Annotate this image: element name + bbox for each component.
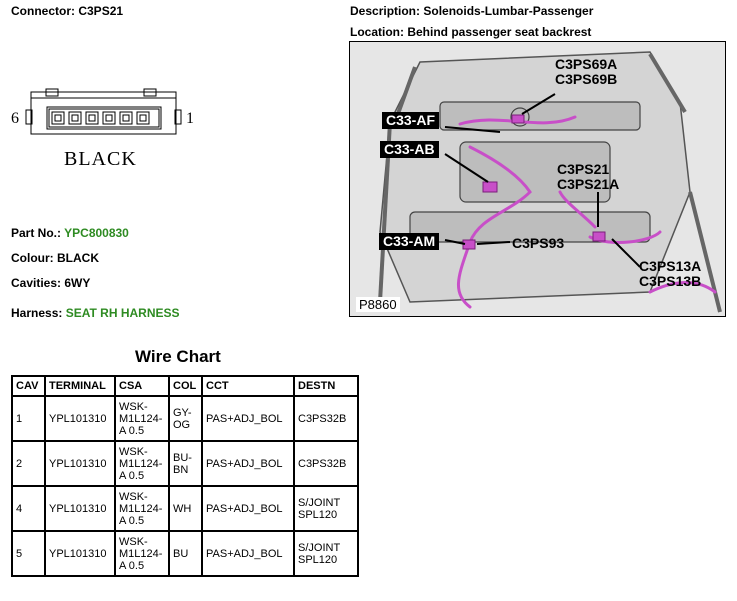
connector-color-caption: BLACK: [64, 148, 137, 170]
table-row: [12, 396, 358, 441]
wire-chart-table: [11, 375, 359, 577]
cell-terminal: YPL101310: [45, 441, 115, 486]
cell-destn: C3PS32B: [294, 441, 358, 486]
connector-id: C3PS21: [78, 4, 124, 18]
cell-terminal: YPL101310: [45, 486, 115, 531]
cavity-number-left: 6: [11, 110, 19, 127]
cell-csa: WSK- M1L124- A 0.5: [115, 531, 169, 576]
cell-col: GY- OG: [169, 396, 202, 441]
callout-c3ps93: C3PS93: [512, 235, 565, 251]
harness-link[interactable]: SEAT RH HARNESS: [65, 306, 180, 320]
harness-label: Harness:: [11, 306, 63, 320]
connector-heading: [11, 4, 123, 18]
cavity-number-right: 1: [186, 110, 194, 127]
table-row: [12, 441, 358, 486]
callout-c3ps21: C3PS21 C3PS21A: [557, 161, 620, 192]
wire-chart-title: Wire Chart: [135, 347, 221, 366]
table-row: [12, 486, 358, 531]
cell-cct: PAS+ADJ_BOL: [202, 396, 294, 441]
connector-label: Connector:: [11, 4, 75, 18]
cell-cav: 1: [12, 396, 45, 441]
part-number-row: [11, 226, 129, 240]
part-number-label: Part No.:: [11, 226, 62, 240]
location-value: Behind passenger seat backrest: [407, 25, 592, 39]
cell-cav: 5: [12, 531, 45, 576]
header-cav: CAV: [12, 376, 45, 396]
header-destn: DESTN: [294, 376, 358, 396]
callout-c3ps69: C3PS69A C3PS69B: [555, 56, 618, 87]
cell-cav: 4: [12, 486, 45, 531]
cell-destn: C3PS32B: [294, 396, 358, 441]
location-photo: [349, 41, 726, 317]
cell-cct: PAS+ADJ_BOL: [202, 531, 294, 576]
location-label: Location:: [350, 25, 404, 39]
cell-col: BU- BN: [169, 441, 202, 486]
header-csa: CSA: [115, 376, 169, 396]
header-terminal: TERMINAL: [45, 376, 115, 396]
callout-c33-am: C33-AM: [379, 233, 439, 250]
callout-c33-ab: C33-AB: [380, 141, 439, 158]
harness-row: [11, 306, 180, 320]
callout-c3ps13: C3PS13A C3PS13B: [639, 258, 702, 289]
colour-label: Colour:: [11, 251, 54, 265]
cell-destn: S/JOINT SPL120: [294, 531, 358, 576]
cell-cct: PAS+ADJ_BOL: [202, 486, 294, 531]
callout-c33-af: C33-AF: [382, 112, 439, 129]
cell-csa: WSK- M1L124- A 0.5: [115, 486, 169, 531]
cell-terminal: YPL101310: [45, 396, 115, 441]
cell-csa: WSK- M1L124- A 0.5: [115, 441, 169, 486]
wire-chart-header-row: [12, 376, 358, 396]
figure-id: P8860: [356, 297, 400, 312]
colour-row: [11, 251, 99, 265]
colour-value: BLACK: [57, 251, 99, 265]
description-heading: [350, 4, 593, 18]
cavities-row: [11, 276, 90, 290]
description-value: Solenoids-Lumbar-Passenger: [423, 4, 594, 18]
location-heading: [350, 25, 591, 39]
header-cct: CCT: [202, 376, 294, 396]
cell-terminal: YPL101310: [45, 531, 115, 576]
cell-cav: 2: [12, 441, 45, 486]
cavities-value: 6WY: [64, 276, 91, 290]
cell-csa: WSK- M1L124- A 0.5: [115, 396, 169, 441]
cavities-label: Cavities:: [11, 276, 62, 290]
cell-cct: PAS+ADJ_BOL: [202, 441, 294, 486]
cell-col: WH: [169, 486, 202, 531]
header-col: COL: [169, 376, 202, 396]
part-number-link[interactable]: YPC800830: [64, 226, 129, 240]
description-label: Description:: [350, 4, 421, 18]
cell-destn: S/JOINT SPL120: [294, 486, 358, 531]
cell-col: BU: [169, 531, 202, 576]
table-row: [12, 531, 358, 576]
